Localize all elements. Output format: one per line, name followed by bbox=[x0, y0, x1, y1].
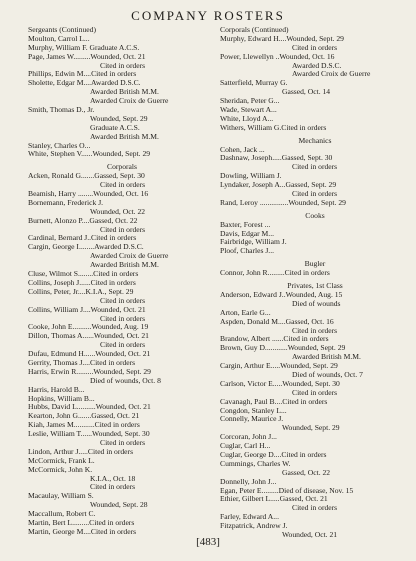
entry-continuation: Cited in orders bbox=[292, 388, 338, 397]
roster-entry: Ethier, Gilbert L.....Gassed, Oct. 21 bbox=[220, 495, 328, 504]
page-title: COMPANY ROSTERS bbox=[131, 8, 285, 23]
rank-heading: Mechanics bbox=[298, 136, 332, 145]
roster-entry: Stanley, Charles O... bbox=[28, 141, 91, 150]
roster-entry: Cohen, Jack ... bbox=[220, 145, 265, 154]
roster-entry: Cuglar, George D....Cited in orders bbox=[220, 450, 327, 459]
roster-entry: Kearton, John G.......Gassed, Oct. 21 bbox=[28, 412, 140, 421]
roster-entry: Bornemann, Frederick J. bbox=[28, 198, 104, 207]
roster-entry: Collins, Joseph J......Cited in orders bbox=[28, 278, 136, 287]
entry-continuation: Wounded, Oct. 22 bbox=[90, 207, 146, 216]
rank-heading: Cooks bbox=[305, 211, 325, 220]
entry-continuation: Cited in orders bbox=[90, 483, 136, 492]
entry-continuation: Gassed, Oct. 22 bbox=[282, 468, 331, 477]
roster-entry: Cargin, George I........Awarded D.S.C. bbox=[28, 243, 144, 252]
roster-entry: Moulton, Carrol L... bbox=[28, 34, 90, 43]
roster-entry: Wade, Stewart A... bbox=[220, 106, 277, 115]
roster-entry: Fairbridge, William J. bbox=[220, 238, 287, 247]
roster-entry: Sheridan, Peter G... bbox=[220, 97, 280, 106]
roster-entry: White, Stephen V......Wounded, Sept. 29 bbox=[28, 150, 151, 159]
roster-entry: Aspden, Donald M....Gassed, Oct. 16 bbox=[220, 317, 334, 326]
roster-entry: Satterfield, Murray G. bbox=[220, 79, 288, 88]
roster-entry: Page, James W.........Wounded, Oct. 21 bbox=[28, 52, 146, 61]
roster-entry: Martin, Bert L.........Cited in orders bbox=[28, 518, 135, 527]
roster-entry: Gerrity, Thomas J....Cited in orders bbox=[28, 358, 136, 367]
roster-entry: Beamish, Harry ........Wounded, Oct. 16 bbox=[28, 190, 149, 199]
roster-entry: Maccallum, Robert C. bbox=[28, 510, 96, 519]
entry-continuation: Wounded, Sept. 29 bbox=[90, 114, 148, 123]
roster-entry: Collins, William J....Wounded, Oct. 21 bbox=[28, 305, 146, 314]
roster-entry: Rand, Leroy ...............Wounded, Sept. 29 bbox=[220, 198, 346, 207]
roster-entry: Phillips, Edwin M....Cited in orders bbox=[28, 70, 137, 79]
entry-continuation: Gassed, Oct. 14 bbox=[282, 88, 331, 97]
roster-entry: Connelly, Maurice J. bbox=[220, 415, 284, 424]
roster-entry: Carlson, Victor E.....Wounded, Sept. 30 bbox=[220, 379, 340, 388]
roster-entry: Anderson, Edward J..Wounded, Aug. 15 bbox=[220, 290, 343, 299]
entry-continuation: Wounded, Sept. 28 bbox=[90, 501, 148, 510]
roster-entry: Cluse, Wilmot S........Cited in orders bbox=[28, 270, 139, 279]
entry-continuation: Cited in orders bbox=[292, 43, 338, 52]
roster-entry: Burnett, Alonzo P....Gassed, Oct. 22 bbox=[28, 216, 138, 225]
roster-entry: Cummings, Charles W. bbox=[220, 459, 291, 468]
roster-entry: Murphy, William F. Graduate A.C.S. bbox=[28, 43, 140, 52]
roster-entry: Cuglar, Carl H... bbox=[220, 442, 271, 451]
roster-entry: Harris, Harold B... bbox=[28, 385, 85, 394]
entry-continuation: Cited in orders bbox=[292, 504, 338, 513]
entry-continuation: Awarded Croix de Guerre bbox=[292, 70, 371, 79]
section-heading: Corporals (Continued) bbox=[220, 26, 289, 34]
entry-continuation: Wounded, Oct. 21 bbox=[282, 530, 338, 539]
entry-continuation: Cited in orders bbox=[100, 314, 146, 323]
roster-entry: Egan, Peter E.........Died of disease, Nov. 15 bbox=[220, 486, 354, 495]
entry-continuation: Awarded Croix de Guerre bbox=[90, 97, 169, 106]
roster-entry: Hubbs, David L..........Wounded, Oct. 21 bbox=[28, 403, 151, 412]
roster-entry: Congdon, Stanley L... bbox=[220, 406, 287, 415]
roster-entry: Connor, John R.........Cited in orders bbox=[220, 269, 330, 278]
entry-continuation: Cited in orders bbox=[100, 61, 146, 70]
left-column bbox=[28, 26, 216, 537]
roster-entry: Lyndaker, Joseph A...Gassed, Sept. 29 bbox=[220, 181, 337, 190]
entry-continuation: Died of wounds bbox=[292, 299, 341, 308]
entry-continuation: Died of wounds, Oct. 7 bbox=[292, 370, 363, 379]
entry-continuation: Cited in orders bbox=[100, 225, 146, 234]
roster-entry: Withers, William G.Cited in orders bbox=[220, 123, 327, 132]
entry-continuation: Cited in orders bbox=[100, 341, 146, 350]
roster-entry: White, Lloyd A... bbox=[220, 114, 274, 123]
entry-continuation: Cited in orders bbox=[292, 163, 338, 172]
entry-continuation: Cited in orders bbox=[292, 190, 338, 199]
roster-entry: Fitzpatrick, Andrew J. bbox=[220, 522, 288, 531]
entry-continuation: Awarded D.S.C. bbox=[292, 61, 342, 70]
roster-entry: Cargin, Arthur E.....Wounded, Sept. 29 bbox=[220, 362, 338, 371]
page-number: [483] bbox=[196, 536, 220, 548]
entry-continuation: Died of wounds, Oct. 8 bbox=[90, 376, 161, 385]
roster-entry: Sholette, Edgar M....Awarded D.S.C. bbox=[28, 79, 141, 88]
roster-entry: Farley, Edward A... bbox=[220, 513, 279, 522]
roster-entry: Brown, Guy D............Wounded, Sept. 29 bbox=[220, 344, 346, 353]
roster-entry: Corcoran, John J... bbox=[220, 433, 277, 442]
entry-continuation: Cited in orders bbox=[100, 181, 146, 190]
right-column bbox=[220, 26, 410, 540]
section-heading: Sergeants (Continued) bbox=[28, 26, 96, 34]
roster-entry: Harris, Erwin R.........Wounded, Sept. 29 bbox=[28, 367, 151, 376]
roster-entry: Cooke, John E..........Wounded, Aug. 19 bbox=[28, 323, 149, 332]
roster-entry: Dashnaw, Joseph.....Gassed, Sept. 30 bbox=[220, 154, 333, 163]
roster-entry: Power, Llewellyn ..Wounded, Oct. 16 bbox=[220, 52, 335, 61]
roster-entry: Dillon, Thomas A......Wounded, Oct. 21 bbox=[28, 332, 149, 341]
entry-continuation: Cited in orders bbox=[100, 438, 146, 447]
entry-continuation: Awarded British M.M. bbox=[90, 132, 159, 141]
roster-entry: Brandow, Albert ......Cited in orders bbox=[220, 335, 329, 344]
roster-entry: Acken, Ronald G.......Gassed, Sept. 30 bbox=[28, 172, 145, 181]
roster-entry: Kiah, James M...........Cited in orders bbox=[28, 421, 140, 430]
roster-entry: Cavanagh, Paul B....Cited in orders bbox=[220, 397, 328, 406]
entry-continuation: Awarded British M.M. bbox=[90, 261, 159, 270]
entry-continuation: Awarded British M.M. bbox=[90, 88, 159, 97]
roster-entry: McCormick, Frank L. bbox=[28, 456, 95, 465]
roster-entry: Hopkins, William B... bbox=[28, 394, 95, 403]
rank-heading: Corporals bbox=[107, 163, 137, 172]
roster-entry: Macaulay, William S. bbox=[28, 492, 94, 501]
roster-entry: Lindon, Arthur J.....Cited in orders bbox=[28, 447, 134, 456]
roster-entry: Dufau, Edmund H......Wounded, Oct. 21 bbox=[28, 350, 151, 359]
entry-continuation: Wounded, Sept. 29 bbox=[282, 424, 340, 433]
roster-entry: Smith, Thomas D., Jr. bbox=[28, 106, 95, 115]
roster-entry: Ploof, Charles J... bbox=[220, 247, 274, 256]
roster-entry: McCormick, John K. bbox=[28, 465, 93, 474]
roster-entry: Davis, Edgar M... bbox=[220, 229, 274, 238]
entry-continuation: Cited in orders bbox=[100, 296, 146, 305]
roster-entry: Baxter, Forest ... bbox=[220, 220, 271, 229]
entry-continuation: Graduate A.C.S. bbox=[90, 123, 140, 132]
entry-continuation: K.I.A., Oct. 18 bbox=[90, 474, 136, 483]
roster-entry: Martin, George M....Cited in orders bbox=[28, 527, 137, 536]
entry-continuation: Cited in orders bbox=[292, 326, 338, 335]
entry-continuation: Awarded British M.M. bbox=[292, 353, 361, 362]
rank-heading: Bugler bbox=[304, 260, 326, 269]
roster-entry: Murphy, Edward H....Wounded, Sept. 29 bbox=[220, 34, 344, 43]
roster-entry: Cardinal, Bernard J..Cited in orders bbox=[28, 234, 137, 243]
roster-entry: Donnelly, John J... bbox=[220, 477, 277, 486]
roster-entry: Leslie, William T......Wounded, Sept. 30 bbox=[28, 430, 150, 439]
rank-heading: Privates, 1st Class bbox=[287, 282, 343, 291]
roster-entry: Arton, Earle G... bbox=[220, 308, 271, 317]
entry-continuation: Awarded Croix de Guerre bbox=[90, 252, 169, 261]
roster-entry: Dowling, William J. bbox=[220, 172, 282, 181]
roster-entry: Collins, Peter, Jr....K.I.A., Sept. 29 bbox=[28, 287, 134, 296]
